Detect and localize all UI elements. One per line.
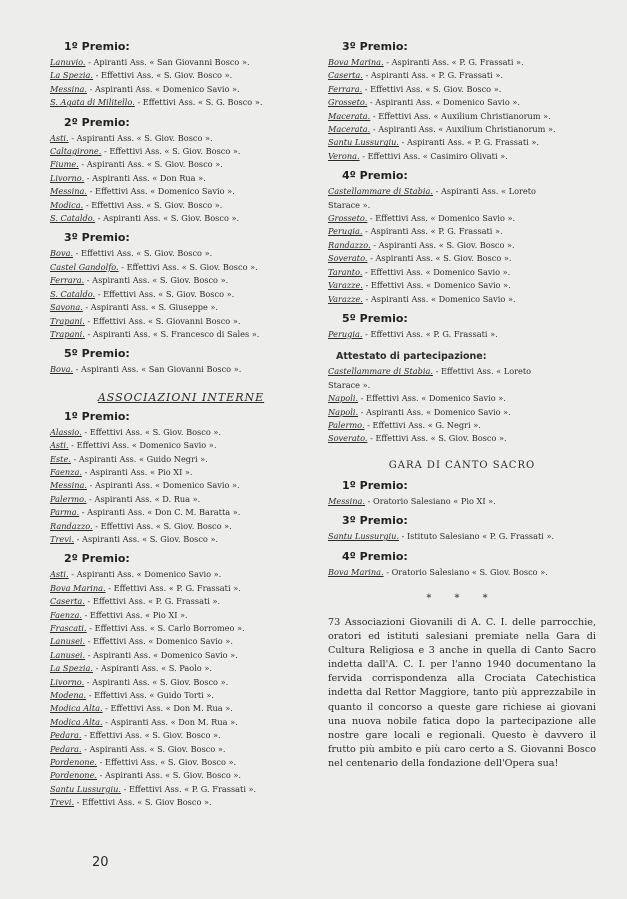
award-entry (328, 225, 596, 238)
association-text: Starace ». (328, 379, 371, 390)
place-name: Caltagirone. (50, 146, 102, 157)
place-name: Perugia. (328, 226, 363, 237)
place-name: Messina. (50, 83, 88, 94)
award-entry (328, 252, 596, 265)
association-text: - Aspiranti Ass. « Domenico Savio ». (362, 293, 516, 304)
association-text: - Oratorio Salesiano « S. Giov. Bosco ». (383, 566, 548, 577)
association-text: - Effettivi Ass. « G. Negri ». (364, 419, 481, 430)
place-name: Modica Alta. (50, 703, 103, 714)
association-text: - Effettivi Ass. « S. Giov. Bosco ». (95, 288, 235, 299)
place-name: S. Agata di Militello. (50, 97, 135, 108)
award-entry (50, 69, 312, 82)
place-name: Trapani. (50, 315, 85, 326)
association-text: - Effettivi Ass. « Pio XI ». (81, 609, 188, 620)
place-name: La Spezia. (50, 70, 94, 81)
place-name: Santu Lussurgiu. (328, 531, 399, 542)
award-entry (328, 279, 596, 292)
association-text: - Effettivi Ass. « S. Giov. Bosco ». (97, 757, 237, 768)
award-entry (328, 56, 596, 69)
place-name: Napoli. (328, 393, 359, 404)
award-entry (50, 493, 312, 506)
association-text: - Aspiranti Ass. « Guido Negri ». (70, 453, 208, 464)
association-text: - Aspiranti Ass. « Don M. Rua ». (102, 716, 238, 727)
award-entry (50, 609, 312, 622)
association-text: - Aspiranti Ass. « S. Giov. Bosco ». (74, 533, 219, 544)
award-entry (50, 172, 312, 185)
award-entry (50, 261, 312, 274)
association-text: - Effettivi Ass. « Don M. Rua ». (102, 703, 233, 714)
award-entry (328, 212, 596, 225)
award-entry (328, 495, 596, 508)
association-text: - Aspiranti Ass. « P. G. Frassati ». (362, 70, 503, 81)
award-entry (328, 83, 596, 96)
prize-heading: 3º Premio: (64, 231, 130, 245)
place-name: Napoli. (328, 406, 359, 417)
association-text: - Aspiranti Ass. « Domenico Savio ». (358, 406, 511, 417)
award-entry (50, 247, 312, 260)
award-entry (50, 729, 312, 742)
association-text: - Effettivi Ass. « S. Giov. Bosco ». (73, 248, 213, 259)
place-name: Soverato. (328, 433, 368, 444)
prize-heading: 1º Premio: (64, 409, 130, 423)
place-name: Pedara. (50, 730, 82, 741)
association-text: - Aspiranti Ass. « Auxilium Christianorum ». (370, 124, 556, 135)
award-entry (50, 274, 312, 287)
place-name: Grosseto. (328, 97, 368, 108)
award-entry (328, 266, 596, 279)
award-entry (50, 83, 312, 96)
award-entry (50, 635, 312, 648)
prize-heading: 5º Premio: (64, 347, 130, 361)
award-entry (50, 453, 312, 466)
award-entry (328, 419, 596, 432)
place-name: Parma. (50, 507, 80, 518)
association-text: - Effettivi Ass. « S. G. Bosco ». (134, 97, 263, 108)
place-name: Trevi. (50, 533, 75, 544)
award-entry (50, 595, 312, 608)
place-name: La Spezia. (50, 663, 94, 674)
place-name: Caserta. (328, 70, 363, 81)
association-text: - Aspiranti Ass. « San Giovanni Bosco ». (73, 364, 242, 375)
association-text: - Aspiranti Ass. « S. Giov. Bosco ». (81, 743, 226, 754)
prize-heading: 3º Premio: (342, 40, 408, 53)
award-entry (328, 328, 596, 341)
award-entry (328, 150, 596, 163)
association-text: - Effettivi Ass. « S. Giov. Bosco ». (101, 146, 241, 157)
association-text: - Effettivi Ass. « Domenico Savio ». (358, 393, 506, 404)
award-entry (50, 426, 312, 439)
association-text: - Effettivi Ass. « P. G. Frassati ». (362, 328, 498, 339)
award-entry (50, 622, 312, 635)
place-name: Alassio. (50, 426, 82, 437)
association-text: - Effettivi Ass. « Auxilium Christianorum ». (370, 110, 551, 121)
place-name: Messina. (50, 186, 88, 197)
award-entry (50, 743, 312, 756)
award-entry (328, 406, 596, 419)
association-text: - Aspiranti Ass. « S. Giov. Bosco ». (95, 213, 240, 224)
award-entry (50, 439, 312, 452)
association-text: - Aspiranti Ass. « Loreto (432, 186, 536, 197)
prize-heading: 2º Premio: (64, 115, 130, 129)
association-text: - Aspiranti Ass. « S. Giov. Bosco ». (84, 275, 229, 286)
association-text: - Effettivi Ass. « Domenico Savio ». (362, 266, 511, 277)
place-name: Faenza. (50, 466, 82, 477)
place-name: Lanusei. (50, 649, 86, 660)
association-text: - Aspiranti Ass. « S. Paolo ». (93, 663, 212, 674)
award-entry (328, 365, 596, 378)
place-name: Santu Lussurgiu. (328, 137, 399, 148)
prize-heading: 1º Premio: (64, 40, 130, 53)
place-name: Pordenone. (50, 757, 98, 768)
place-name: Palermo. (328, 419, 365, 430)
place-name: Varazze. (328, 293, 363, 304)
place-name: Modica. (50, 199, 84, 210)
closing-paragraph: 73 Associazioni Giovanili di A. C. I. delle parrocchie, oratori ed istituti salesiani premiate nella Gara di Cultura Religiosa e 3 anche in quella di Canto Sacro indetta dall'A. C. I. per l'anno 1940 documentano la fervida corrispondenza alla Crociata Catechistica indetta dal Rettor Maggiore, tanto più apprezzabile in quanto il concorso a queste gare richiese ai giovani una nuova nobile fatica dopo la partecipazione alle nostre gare locali e regionali. Questo è davvero il frutto più ambito e più caro certo a S. Giovanni Bosco nel centenario della fondazione dell'Opera sua! (328, 616, 596, 769)
association-text: - Aspiranti Ass. « Don C. M. Baratta ». (79, 507, 241, 518)
place-name: Faenza. (50, 609, 82, 620)
place-name: Pedara. (50, 743, 82, 754)
place-name: Modica Alta. (50, 716, 103, 727)
award-entry (328, 199, 596, 212)
place-name: Messina. (50, 480, 88, 491)
place-name: Soverato. (328, 253, 368, 264)
award-entry (328, 293, 596, 306)
left-column (50, 34, 312, 810)
prize-heading: 1º Premio: (342, 478, 408, 492)
place-name: Bova Marina. (50, 582, 106, 593)
association-text: - Effettivi Ass. « S. Giov. Bosco ». (367, 433, 507, 444)
award-entry (50, 328, 312, 341)
section-title: ASSOCIAZIONI INTERNE (97, 390, 265, 404)
place-name: Messina. (328, 495, 366, 506)
place-name: S. Cataldo. (50, 288, 96, 299)
place-name: Trevi. (50, 797, 75, 808)
place-name: Ferrara. (50, 275, 85, 286)
place-name: S. Cataldo. (50, 213, 96, 224)
association-text: - Aspiranti Ass. « S. Giov. Bosco ». (84, 676, 229, 687)
award-entry (328, 379, 596, 392)
award-entry (328, 123, 596, 136)
prize-heading: 2º Premio: (64, 552, 130, 566)
place-name: Caserta. (50, 596, 85, 607)
award-entry (328, 239, 596, 252)
award-entry (50, 363, 312, 376)
prize-heading: 4º Premio: (342, 169, 408, 183)
association-text: - Effettivi Ass. « P. G. Frassati ». (120, 783, 257, 794)
award-entry (50, 466, 312, 479)
place-name: Asti. (50, 132, 69, 143)
award-entry (328, 69, 596, 82)
association-text: - Aspiranti Ass. « S. Giov. Bosco ». (68, 132, 213, 143)
association-text: - Effettivi Ass. « P. G. Frassati ». (105, 582, 241, 593)
award-entry (50, 96, 312, 109)
award-entry (50, 315, 312, 328)
section-separator: * * * (426, 592, 498, 604)
prize-heading: 5º Premio: (342, 311, 408, 325)
award-entry (50, 132, 312, 145)
association-text: - Aspiranti Ass. « Domenico Savio ». (87, 480, 240, 491)
place-name: Ferrara. (328, 83, 363, 94)
place-name: Bova. (50, 364, 74, 375)
place-name: Este. (50, 453, 71, 464)
association-text: - Apiranti Ass. « San Giovanni Bosco ». (85, 57, 250, 67)
award-entry (328, 392, 596, 405)
association-text: - Aspiranti Ass. « D. Rua ». (86, 493, 201, 504)
association-text: - Oratorio Salesiano « Pio XI ». (365, 495, 496, 506)
award-entry (50, 568, 312, 581)
award-entry (328, 432, 596, 445)
place-name: Grosseto. (328, 213, 368, 224)
association-text: - Aspiranti Ass. « Domenico Savio ». (367, 97, 520, 108)
association-text: - Effettivi Ass. « S. Giov Bosco ». (74, 797, 212, 808)
award-entry (328, 110, 596, 123)
award-entry (50, 199, 312, 212)
place-name: Savona. (50, 302, 83, 313)
award-entry (50, 185, 312, 198)
award-entry (50, 158, 312, 171)
association-text: - Effettivi Ass. « Domenico Savio ». (367, 213, 516, 224)
place-name: Lanuvio. (50, 57, 86, 67)
award-entry (50, 702, 312, 715)
award-entry (50, 662, 312, 675)
award-entry (50, 56, 312, 69)
association-text: - Aspiranti Ass. « Domenico Savio ». (87, 83, 240, 94)
association-text: - Aspiranti Ass. « S. Giov. Bosco ». (367, 253, 512, 264)
award-entry (50, 145, 312, 158)
place-name: Randazzo. (50, 520, 93, 531)
association-text: - Aspiranti Ass. « S. Francesco di Sales ». (84, 328, 260, 339)
association-text: - Aspiranti Ass. « Domenico Savio ». (68, 569, 222, 580)
association-text: - Effettivi Ass. « S. Carlo Borromeo ». (86, 623, 245, 633)
association-text: - Aspiranti Ass. « Pio XI ». (81, 466, 193, 477)
right-column (328, 34, 596, 771)
association-text: - Aspiranti Ass. « P. G. Frassati ». (383, 57, 524, 67)
place-name: Livorno. (50, 172, 85, 183)
award-entry (50, 301, 312, 314)
association-text: - Aspiranti Ass. « S. Giov. Bosco ». (97, 770, 242, 781)
place-name: Frascati. (50, 623, 87, 633)
association-text: - Effettivi Ass. « Domenico Savio ». (85, 636, 233, 647)
association-text: - Effettivi Ass. « Casimiro Olivati ». (359, 150, 508, 161)
place-name: Bova. (50, 248, 74, 259)
association-text: - Effettivi Ass. « S. Giov. Bosco ». (81, 730, 221, 741)
association-text: - Effettivi Ass. « Domenico Savio ». (68, 440, 217, 451)
place-name: Livorno. (50, 676, 85, 687)
association-text: - Effettivi Ass. « S. Giov. Bosco ». (118, 261, 258, 272)
place-name: Bova Marina. (328, 57, 384, 67)
place-name: Modena. (50, 690, 87, 701)
association-text: - Effettivi Ass. « S. Giovanni Bosco ». (84, 315, 241, 326)
award-entry (50, 676, 312, 689)
page-number: 20 (92, 855, 109, 870)
award-entry (50, 506, 312, 519)
award-entry (50, 533, 312, 546)
association-text: Starace ». (328, 199, 371, 210)
place-name: Lanusei. (50, 636, 86, 647)
association-text: - Effettivi Ass. « P. G. Frassati ». (84, 596, 221, 607)
association-text: - Effettivi Ass. « S. Giov. Bosco ». (83, 199, 223, 210)
association-text: - Effettivi Ass. « Loreto (432, 366, 532, 377)
association-text: - Effettivi Ass. « S. Giov. Bosco ». (81, 426, 221, 437)
place-name: Pordenone. (50, 770, 98, 781)
award-entry (50, 783, 312, 796)
award-entry (50, 716, 312, 729)
award-entry (328, 96, 596, 109)
prize-heading: 4º Premio: (342, 549, 408, 563)
award-entry (50, 520, 312, 533)
association-text: - Effettivi Ass. « S. Giov. Bosco ». (362, 83, 502, 94)
association-text: - Aspiranti Ass. « Don Rua ». (84, 172, 206, 183)
place-name: Macerata. (328, 110, 371, 121)
place-name: Fiume. (50, 159, 79, 170)
association-text: - Istituto Salesiano « P. G. Frassati ». (398, 531, 555, 542)
association-text: - Aspiranti Ass. « S. Giuseppe ». (82, 302, 219, 313)
award-entry (50, 756, 312, 769)
place-name: Bova Marina. (328, 566, 384, 577)
award-entry (50, 212, 312, 225)
place-name: Castellammare di Stabia. (328, 366, 433, 377)
place-name: Perugia. (328, 328, 363, 339)
place-name: Taranto. (328, 266, 363, 277)
association-text: - Aspiranti Ass. « P. G. Frassati ». (362, 226, 503, 237)
association-text: - Aspiranti Ass. « S. Giov. Bosco ». (78, 159, 223, 170)
place-name: Varazze. (328, 280, 363, 291)
place-name: Trapani. (50, 328, 85, 339)
attestato-heading: Attestato di partecipazione: (336, 351, 487, 363)
association-text: - Effettivi Ass. « S. Giov. Bosco ». (92, 520, 232, 531)
prize-heading: 3º Premio: (342, 514, 408, 528)
place-name: Asti. (50, 440, 69, 451)
award-entry (50, 649, 312, 662)
award-entry (50, 479, 312, 492)
award-entry (50, 582, 312, 595)
place-name: Macerata. (328, 124, 371, 135)
award-entry (328, 530, 596, 543)
association-text: - Effettivi Ass. « Domenico Savio ». (87, 186, 235, 197)
award-entry (50, 288, 312, 301)
association-text: - Effettivi Ass. « S. Giov. Bosco ». (93, 70, 233, 81)
award-entry (50, 796, 312, 809)
association-text: - Aspiranti Ass. « P. G. Frassati ». (398, 137, 540, 148)
place-name: Randazzo. (328, 239, 371, 250)
place-name: Castellammare di Stabia. (328, 186, 433, 197)
award-entry (50, 689, 312, 702)
place-name: Verona. (328, 150, 360, 161)
gara-title: GARA DI CANTO SACRO (388, 459, 536, 471)
award-entry (50, 769, 312, 782)
place-name: Santu Lussurgiu. (50, 783, 121, 794)
place-name: Asti. (50, 569, 69, 580)
award-entry (328, 566, 596, 579)
place-name: Castel Gandolfo. (50, 261, 119, 272)
association-text: - Effettivi Ass. « Guido Torti ». (86, 690, 214, 701)
award-entry (328, 185, 596, 198)
association-text: - Effettivi Ass. « Domenico Savio ». (362, 280, 511, 291)
association-text: - Aspiranti Ass. « Domenico Savio ». (85, 649, 238, 660)
award-entry (328, 136, 596, 149)
place-name: Palermo. (50, 493, 87, 504)
association-text: - Aspiranti Ass. « S. Giov. Bosco ». (370, 239, 515, 250)
